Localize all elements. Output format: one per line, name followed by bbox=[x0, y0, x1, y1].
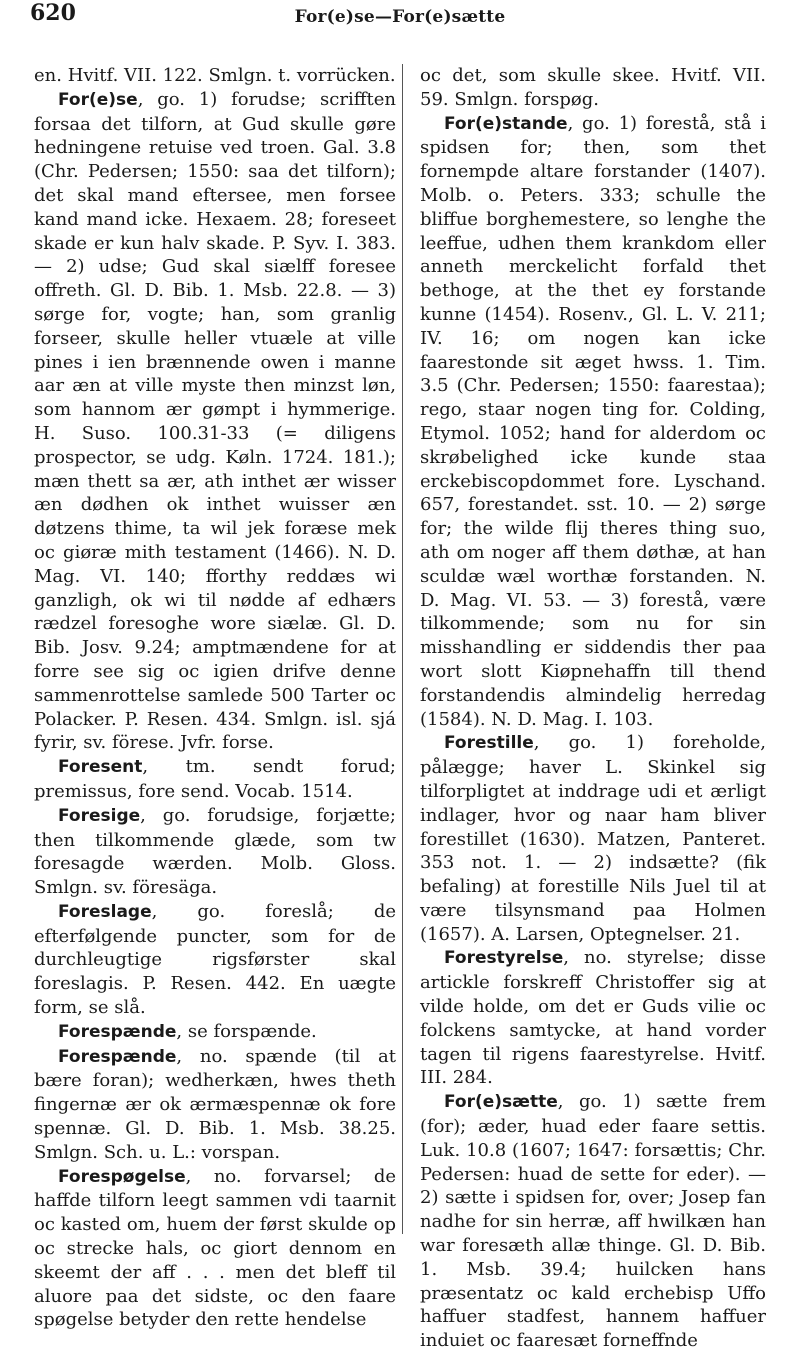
entry-headword: Forestille bbox=[444, 733, 534, 754]
entry-text: oc det, som skulle skee. Hvitf. VII. 59. Smlgn. forspøg. bbox=[420, 65, 766, 110]
entry-text: , no. styrelse; disse artickle forskreff Christoffer sig at vilde holde, om det er Guds vilie oc folckens samtycke, at hand vorder tagen til rigens faarestyrelse. Hvitf. III. 284. bbox=[420, 947, 766, 1089]
entry-forespaende-ref bbox=[34, 1020, 396, 1045]
entry-text: , tm. sendt forud; premissus, fore send. Vocab. 1514. bbox=[34, 756, 396, 802]
page-number: 620 bbox=[30, 0, 76, 26]
entry-text: , se forspænde. bbox=[176, 1020, 317, 1042]
entry-headword: Foresent bbox=[58, 757, 143, 778]
entry-headword: Forespænde bbox=[58, 1021, 177, 1042]
entry-forsaette bbox=[420, 1090, 766, 1353]
left-column bbox=[34, 64, 396, 1331]
running-head: For(e)se—For(e)sætte bbox=[294, 7, 506, 27]
entry-continuation bbox=[34, 64, 396, 88]
entry-headword: For(e)sætte bbox=[444, 1092, 558, 1113]
entry-text: , go. 1) foreholde, pålægge; haver L. Skinkel sig tilforpligtet at inddrage udi et ærligt indlager, hvor og naar ham bliver forestillet (1630). Matzen, Panteret. 353 not. 1. — 2) indsætte? (fik befaling) at forestille Nils Juel til at være tilsynsmand paa Holmen (1657). A. Larsen, Optegnelser. 21. bbox=[420, 732, 766, 945]
entry-forestyrelse bbox=[420, 946, 766, 1090]
right-column bbox=[420, 64, 766, 1352]
entry-headword: Foresige bbox=[58, 805, 141, 826]
entry-forespaende bbox=[34, 1045, 396, 1165]
entry-text: , go. 1) forestå, stå i spidsen for; then, som thet fornempde altare forstander (1407). Molb. o. Peters. 333; schulle the bliffue borghemestere, so lenghe the leeffue, udhen them krankdom eller anneth merckelicht forfald thet bethoge, at the thet ey forstande kunne (1454). Rosenv., Gl. L. V. 211; IV. 16; om nogen kan icke faarestonde sit æget hwss. 1. Tim. 3.5 (Chr. Pedersen; 1550: faarestaa); rego, staar nogen ting for. Colding, Etymol. 1052; hand for alderdom oc skrøbelighed icke kunde staa erckebiscopdommet fore. Lyschand. 657, forestandet. sst. 10. — 2) sørge for; the wilde flij theres thing suo, ath om noger aff them døthæ, at han sculdæ wæl worthæ forstanden. N. D. Mag. VI. 53. — 3) forestå, være tilkommende; som nu for sin misshandling er siddendis ther paa wort slott Kiøpnehaffn till thend forstandendis almindelig herredag (1584). N. D. Mag. I. 103. bbox=[420, 112, 766, 730]
entry-text: , go. foreslå; de efterfølgende puncter, som for de durchleugtige rigsførster skal foreslagis. P. Resen. 442. En uægte form, se slå. bbox=[34, 900, 396, 1019]
entry-text: , go. 1) sætte frem (for); æder, huad eder faare settis. Luk. 10.8 (1607; 1647: forsættis; Chr. Pedersen: huad de sette for eder). — 2) sætte i spidsen for, over; Josep fan nadhe for sin herræ, aff hwilkæn han war foresæth allæ thinge. Gl. D. Bib. 1. Msb. 39.4; huilcken hans præsentatz oc kald erchebisp Uffo haffuer stadfest, hannem haffuer induiet oc faaresæt forneffnde bbox=[420, 1091, 766, 1352]
entry-text: , no. spænde (til at bære foran); wedherkæn, hwes theth fingernæ ær ok ærmæspennæ ok fore spennæ. Gl. D. Bib. 1. Msb. 38.25. Smlgn. Sch. u. L.: vorspan. bbox=[34, 1045, 396, 1163]
entry-foresige bbox=[34, 804, 396, 900]
entry-forespoegelse bbox=[34, 1165, 396, 1333]
entry-text: en. Hvitf. VII. 122. Smlgn. t. vorrücken. bbox=[34, 65, 396, 86]
entry-headword: Forespøgelse bbox=[58, 1166, 186, 1187]
entry-headword: Forestyrelse bbox=[444, 948, 564, 969]
entry-foresent bbox=[34, 755, 396, 804]
entry-text: , no. forvarsel; de haffde tilforn leegt sammen vdi taarnit oc kasted om, huem der først skulde op oc strecke hals, oc giort dennom en skeemt der aff . . . men det bleff til aluore paa det sidste, oc den faare spøgelse betyder den rette hendelse bbox=[34, 1165, 396, 1331]
entry-foreslage bbox=[34, 900, 396, 1020]
entry-headword: For(e)stande bbox=[444, 113, 568, 134]
column-divider bbox=[402, 64, 403, 1234]
entry-continuation bbox=[420, 64, 766, 112]
entry-text: , go. forudsige, forjætte; then tilkommende glæde, som tw foresagde wærden. Molb. Gloss. Smlgn. sv. föresäga. bbox=[34, 804, 396, 899]
entry-headword: Forespænde bbox=[58, 1046, 177, 1067]
entry-headword: Foreslage bbox=[58, 901, 152, 922]
entry-headword: For(e)se bbox=[58, 89, 138, 110]
entry-forese bbox=[34, 88, 396, 755]
entry-forestille bbox=[420, 731, 766, 946]
entry-forestande bbox=[420, 112, 766, 732]
entry-text: , go. 1) forudse; scrifften forsaa det tilforn, at Gud skulle gøre hedningene retuise ved troen. Gal. 3.8 (Chr. Pedersen; 1550: saa det tilforn); det skal mand eftersee, men forsee kand mand icke. Hexaem. 28; foreseet skade er kun halv skade. P. Syv. I. 383. — 2) udse; Gud skal siælff foresee offreth. Gl. D. Bib. 1. Msb. 22.8. — 3) sørge for, vogte; han, som granlig forseer, skulle heller vtuæle at ville pines i ien brænnende owen i manne aar æn at ville myste then minzst løn, som hannom ær gømpt i hymmerige. H. Suso. 100.31-33 (= diligens prospector, se udg. Køln. 1724. 181.); mæn thett sa ær, ath inthet ær wisser æn dødhen ok inthet wuisser æn døtzens thime, ta wil jek foræse mek oc giøræ mith testament (1466). N. D. Mag. VI. 140; fforthy reddæs wi ganzligh, ok wi til nødde af edhærs rædzel foresoghe wore siælæ. Gl. D. Bib. Josv. 9.24; amptmændene for at forre see sig oc igien drifve denne sammenrottelse samlede 500 Tarter oc Polacker. P. Resen. 434. Smlgn. isl. sjá fyrir, sv. förese. Jvfr. forse. bbox=[34, 88, 396, 754]
